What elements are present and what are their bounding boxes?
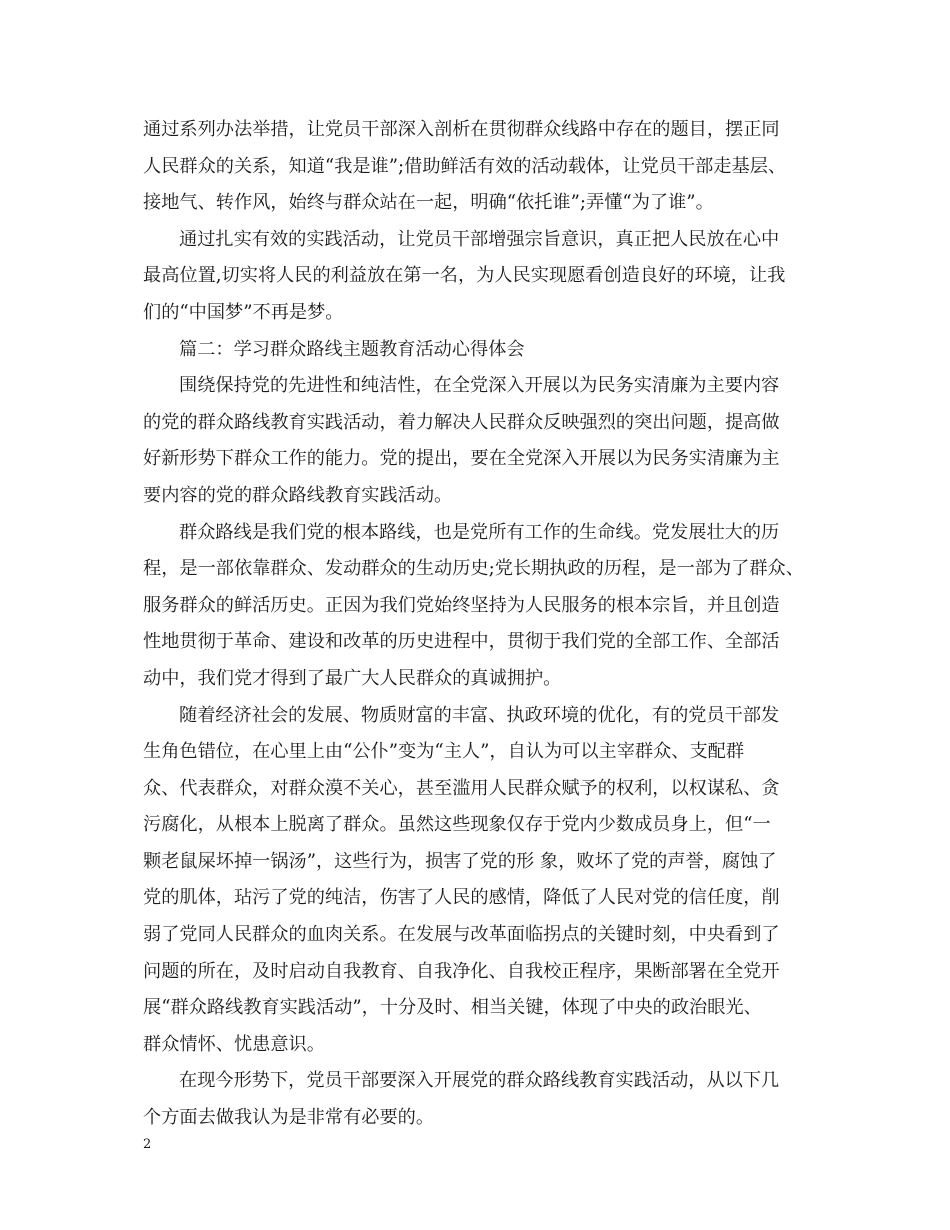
page-number: 2 bbox=[143, 1137, 152, 1152]
text-line: 通过系列办法举措，让党员干部深入剖析在贯彻群众线路中存在的题目，摆正同 bbox=[143, 119, 780, 140]
text-line: 接地气、转作风，始终与群众站在一起，明确“依托谁”;弄懂“为了谁”。 bbox=[143, 192, 714, 214]
text-line: 问题的所在，及时启动自我教育、自我净化、自我校正程序，果断部署在全党开 bbox=[143, 960, 780, 982]
text-line: 众、代表群众，对群众漠不关心，甚至滥用人民群众赋予的权利，以权谋私、贪 bbox=[143, 777, 780, 799]
text-line: 们的“中国梦”不再是梦。 bbox=[143, 301, 344, 323]
text-line: 随着经济社会的发展、物质财富的丰富、执政环境的优化，有的党员干部发 bbox=[179, 704, 780, 726]
text-line: 的党的群众路线教育实践活动，着力解决人民群众反映强烈的突出问题，提高做 bbox=[143, 411, 780, 433]
text-line: 服务群众的鲜活历史。正因为我们党始终坚持为人民服务的根本宗旨，并且创造 bbox=[143, 594, 780, 616]
text-line: 好新形势下群众工作的能力。党的提出，要在全党深入开展以为民务实清廉为主 bbox=[143, 448, 780, 470]
text-line: 生角色错位，在心里上由“公仆”变为“主人”，自认为可以主宰群众、支配群 bbox=[143, 741, 745, 763]
text-line: 党的肌体，玷污了党的纯洁，伤害了人民的感情，降低了人民对党的信任度，削 bbox=[143, 887, 780, 909]
text-line: 要内容的党的群众路线教育实践活动。 bbox=[143, 484, 453, 506]
text-line: 在现今形势下，党员干部要深入开展党的群众路线教育实践活动，从以下几 bbox=[179, 1070, 780, 1092]
text-line: 性地贯彻于革命、建设和改革的历史进程中，贯彻于我们党的全部工作、全部活 bbox=[143, 631, 780, 653]
text-line: 通过扎实有效的实践活动，让党员干部增强宗旨意识，真正把人民放在心中 bbox=[179, 228, 780, 250]
text-line: 篇二：学习群众路线主题教育活动心得体会 bbox=[179, 338, 525, 360]
text-line: 动中，我们党才得到了最广大人民群众的真诚拥护。 bbox=[143, 667, 562, 689]
text-line: 个方面去做我认为是非常有必要的。 bbox=[143, 1107, 435, 1129]
text-line: 程，是一部依靠群众、发动群众的生动历史;党长期执政的历程，是一部为了群众、 bbox=[143, 558, 804, 580]
document-body bbox=[143, 112, 829, 1137]
text-line: 围绕保持党的先进性和纯洁性，在全党深入开展以为民务实清廉为主要内容 bbox=[179, 375, 780, 397]
text-line: 群众情怀、忧患意识。 bbox=[143, 1033, 325, 1055]
text-line: 污腐化，从根本上脱离了群众。虽然这些现象仅存于党内少数成员身上，但“一 bbox=[143, 814, 771, 836]
text-line: 弱了党同人民群众的血肉关系。在发展与改革面临拐点的关键时刻，中央看到了 bbox=[143, 924, 780, 946]
text-line: 最高位置,切实将人民的利益放在第一名，为人民实现愿看创造良好的环境，让我 bbox=[143, 265, 786, 287]
text-line: 颗老鼠屎坏掉一锅汤”，这些行为，损害了党的形 象，败坏了党的声誉，腐蚀了 bbox=[143, 850, 777, 872]
text-line: 展“群众路线教育实践活动”，十分及时、相当关键，体现了中央的政治眼光、 bbox=[143, 997, 762, 1019]
text-line: 人民群众的关系，知道“我是谁”;借助鲜活有效的活动载体，让党员干部走基层、 bbox=[143, 155, 787, 177]
text-line: 群众路线是我们党的根本路线，也是党所有工作的生命线。党发展壮大的历 bbox=[179, 521, 780, 543]
